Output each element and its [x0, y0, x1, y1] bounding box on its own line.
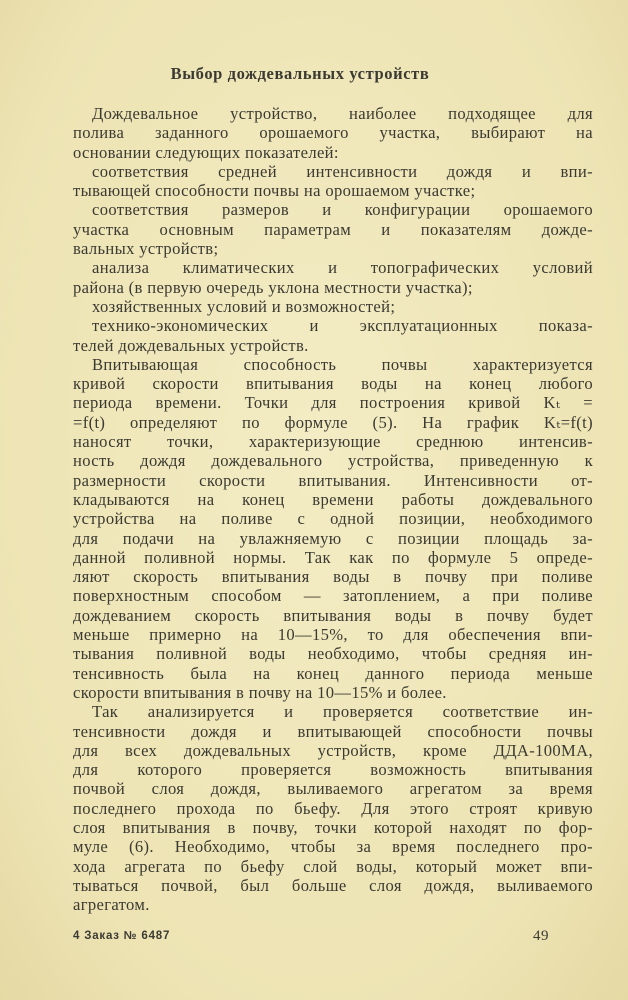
text-line: тывающей способности почвы на орошаемом участке;	[73, 181, 476, 201]
text-line: кладываются на конец времени работы дождевального	[73, 489, 593, 509]
text-line: дождеванием скорость впитывания воды в почву будет	[73, 605, 593, 625]
text-line: полива заданного орошаемого участка, выбирают на	[73, 123, 593, 143]
text-line: периода времени. Точки для построения кривой Kₜ =	[73, 393, 593, 413]
text-line: агрегатом.	[73, 895, 150, 915]
text-line: почвой слоя дождя, выливаемого агрегатом за время	[73, 779, 593, 799]
text-line: для всех дождевальных устройств, кроме ДДА-100МА,	[73, 740, 593, 760]
text-line: Впитывающая способность почвы характеризуется	[92, 354, 593, 374]
text-line: хозяйственных условий и возможностей;	[92, 296, 396, 316]
text-line: поверхностным способом — затоплением, а при поливе	[73, 586, 593, 606]
text-line: района (в первую очередь уклона местности участка);	[73, 277, 473, 297]
text-line: тенсивности дождя и впитывающей способности почвы	[73, 721, 593, 741]
paragraph	[73, 162, 593, 201]
text-line: данной поливной нормы. Так как по формуле 5 опреде-	[73, 547, 593, 567]
text-line: скорости впитывания в почву на 10—15% и более.	[73, 682, 447, 702]
page-number: 49	[533, 928, 549, 944]
text-line: размерности скорости впитывания. Интенсивности от-	[73, 470, 593, 490]
text-line: тывания поливной воды необходимо, чтобы средняя ин-	[73, 644, 593, 664]
text-line: =f(t) определяют по формуле (5). На график Kₜ=f(t)	[73, 412, 593, 432]
paragraph	[73, 297, 593, 316]
text-line: муле (6). Необходимо, чтобы за время последнего про-	[73, 837, 593, 857]
text-line: ность дождя дождевального устройства, приведенную к	[73, 451, 593, 471]
text-line: слоя впитывания в почву, точки которой находят по фор-	[73, 817, 593, 837]
text-line: кривой скорости впитывания воды на конец любого	[73, 374, 593, 394]
text-line: наносят точки, характеризующие среднюю интенсив-	[73, 432, 593, 452]
text-line: вальных устройств;	[73, 239, 219, 259]
text-line: для подачи на увлажняемую с позиции площадь за-	[73, 528, 593, 548]
section-title: Выбор дождевальных устройств	[170, 64, 430, 83]
text-line: хода агрегата по бьефу слой воды, который может впи-	[73, 856, 593, 876]
paragraph	[73, 104, 593, 162]
text-line: телей дождевальных устройств.	[73, 335, 309, 355]
text-line: тенсивность была на конец данного периода меньше	[73, 663, 593, 683]
paragraph	[73, 702, 593, 914]
text-line: для которого проверяется возможность впитывания	[73, 760, 593, 780]
text-line: Дождевальное устройство, наиболее подходящее для	[92, 104, 593, 123]
text-line: ляют скорость впитывания воды в почву при поливе	[73, 567, 593, 587]
text-line: соответствия средней интенсивности дождя и впи-	[92, 161, 593, 181]
text-line: анализа климатических и топографических условий	[92, 258, 593, 278]
text-line: последнего прохода по бьефу. Для этого строят кривую	[73, 798, 593, 818]
printer-signature: 4 Заказ № 6487	[73, 930, 171, 942]
paragraph	[73, 200, 593, 258]
text-line: участка основным параметрам и показателям дожде-	[73, 219, 593, 239]
body-text	[73, 104, 593, 914]
text-line: Так анализируется и проверяется соответствие ин-	[92, 702, 593, 722]
paragraph	[73, 316, 593, 355]
paragraph	[73, 355, 593, 702]
text-line: соответствия размеров и конфигурации орошаемого	[92, 200, 593, 220]
text-line: основании следующих показателей:	[73, 142, 339, 162]
text-line: меньше примерно на 10—15%, то для обеспечения впи-	[73, 625, 593, 645]
paragraph	[73, 258, 593, 297]
text-line: технико-экономических и эксплуатационных показа-	[92, 316, 593, 336]
text-line: тываться почвой, был больше слоя дождя, выливаемого	[73, 875, 593, 895]
text-line: устройства на поливе с одной позиции, необходимого	[73, 509, 593, 529]
